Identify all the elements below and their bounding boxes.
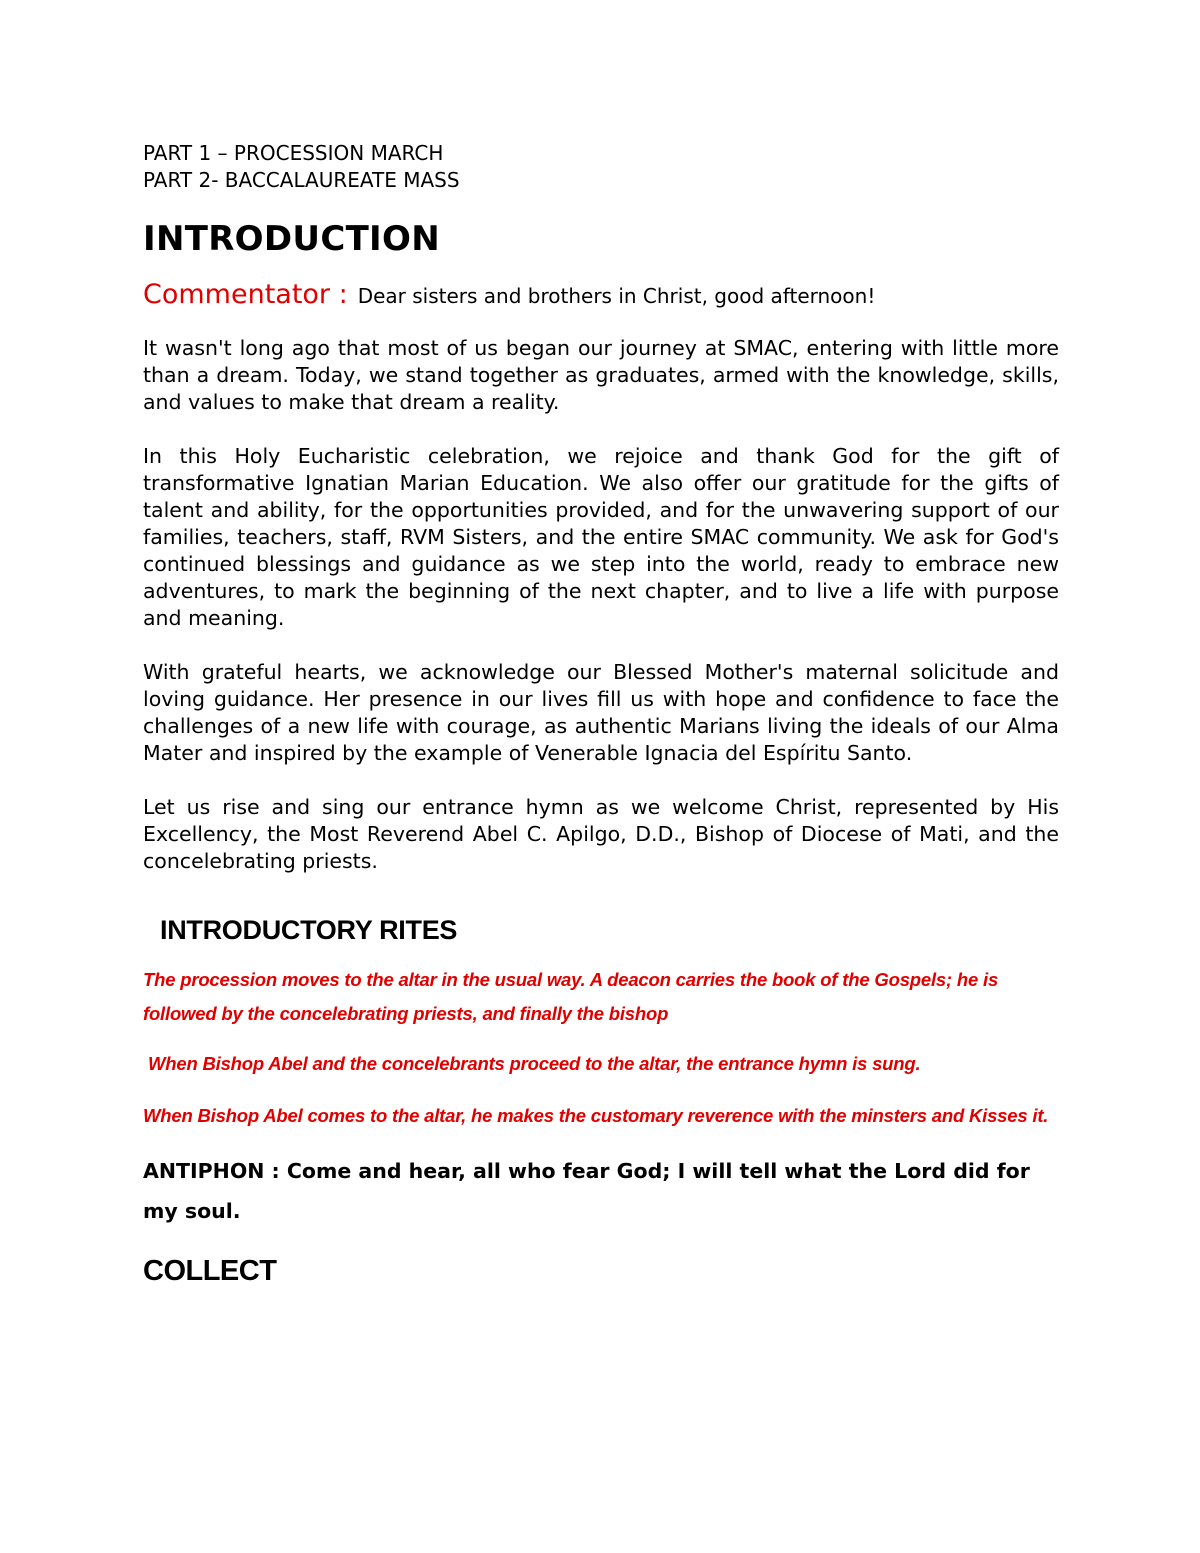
intro-paragraph-2: In this Holy Eucharistic celebration, we rejoice and thank God for the gift of transformative Ignatian Marian Education. We also offer our gratitude for the gifts of talent and ability, for the opportunities provided, and for the unwavering support of our families, teachers, staff, RVM Sisters, and the entire SMAC community. We ask for God's continued blessings and guidance as we step into the world, ready to embrace new adventures, to mark the beginning of the next chapter, and to live a life with purpose and meaning. — [143, 444, 1059, 630]
antiphon-label: ANTIPHON : — [143, 1159, 280, 1183]
introductory-rites-heading: INTRODUCTORY RITES — [160, 915, 458, 945]
introduction-heading: INTRODUCTION — [143, 219, 440, 259]
antiphon — [143, 1151, 1059, 1231]
rubric-reverence: When Bishop Abel comes to the altar, he makes the customary reverence with the minsters and Kisses it. — [143, 1105, 1049, 1126]
part-2-line: PART 2- BACCALAUREATE MASS — [143, 168, 460, 192]
rubric-entrance-hymn: When Bishop Abel and the concelebrants proceed to the altar, the entrance hymn is sung. — [148, 1053, 921, 1074]
part-1-line: PART 1 – PROCESSION MARCH — [143, 141, 444, 165]
intro-paragraph-4: Let us rise and sing our entrance hymn as we welcome Christ, represented by His Excellency, the Most Reverend Abel C. Apilgo, D.D., Bishop of Diocese of Mati, and the concelebrating priests. — [143, 795, 1059, 873]
document-page — [143, 140, 1059, 1289]
rubric-procession: The procession moves to the altar in the usual way. A deacon carries the book of the Gospels; he is followed by the concelebrating priests, and finally the bishop — [143, 969, 999, 1024]
antiphon-text: Come and hear, all who fear God; I will tell what the Lord did for my soul. — [143, 1159, 1030, 1223]
commentator-label: Commentator : — [143, 279, 348, 310]
commentator-line — [143, 280, 1059, 311]
intro-paragraph-1: It wasn't long ago that most of us began our journey at SMAC, entering with little more than a dream. Today, we stand together as graduates, armed with the knowledge, skills, and values to make that dream a reality. — [143, 336, 1059, 414]
intro-paragraph-3: With grateful hearts, we acknowledge our Blessed Mother's maternal solicitude and loving guidance. Her presence in our lives fill us with hope and confidence to face the challenges of a new life with courage, as authentic Marians living the ideals of our Alma Mater and inspired by the example of Venerable Ignacia del Espíritu Santo. — [143, 660, 1059, 765]
commentator-greeting: Dear sisters and brothers in Christ, good afternoon! — [357, 284, 876, 308]
collect-heading: COLLECT — [143, 1255, 277, 1287]
